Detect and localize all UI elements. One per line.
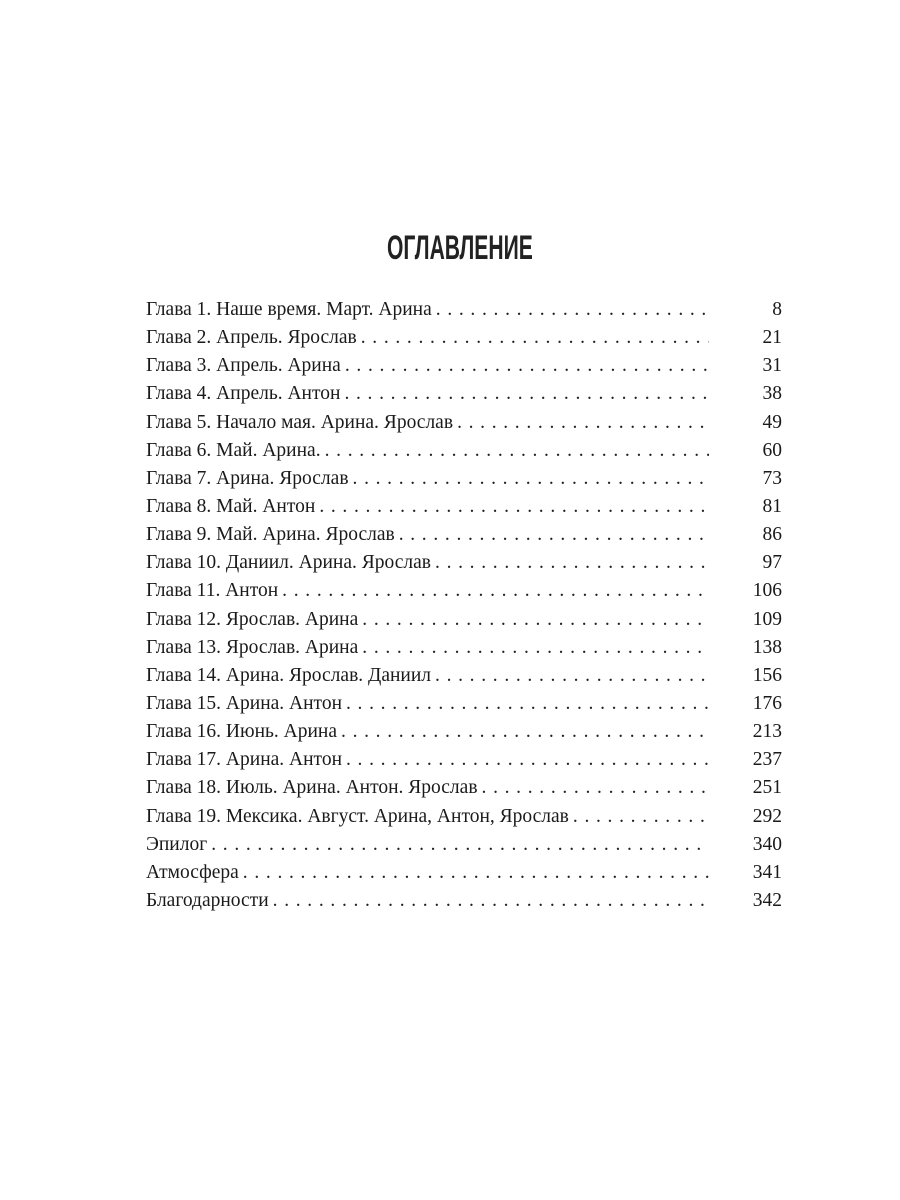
toc-entry-label: Глава 9. Май. Арина. Ярослав bbox=[146, 524, 395, 546]
toc-entry-page: 342 bbox=[752, 889, 782, 911]
toc-entry[interactable] bbox=[146, 521, 782, 549]
dot-leader bbox=[243, 859, 709, 887]
toc-entry[interactable] bbox=[146, 746, 782, 774]
toc-entry[interactable] bbox=[146, 409, 782, 437]
page-title: ОГЛАВЛЕНИЕ bbox=[386, 229, 533, 267]
toc-entry-label: Глава 12. Ярослав. Арина bbox=[146, 608, 359, 630]
dot-leader bbox=[573, 803, 709, 831]
dot-leader bbox=[482, 774, 709, 802]
dot-leader bbox=[211, 831, 709, 859]
dot-leader bbox=[435, 662, 709, 690]
dot-leader bbox=[344, 380, 709, 408]
toc-entry[interactable] bbox=[146, 577, 782, 605]
toc-entry[interactable] bbox=[146, 803, 782, 831]
toc-entry-label: Глава 7. Арина. Ярослав bbox=[146, 467, 349, 489]
toc-entry-label: Глава 13. Ярослав. Арина bbox=[146, 636, 359, 658]
toc-entry-label: Эпилог bbox=[146, 833, 208, 855]
toc-entry-label: Глава 15. Арина. Антон bbox=[146, 692, 342, 714]
dot-leader bbox=[362, 606, 709, 634]
toc-entry[interactable] bbox=[146, 634, 782, 662]
dot-leader bbox=[435, 549, 709, 577]
toc-entry-page: 38 bbox=[762, 383, 782, 405]
toc-entry-label: Глава 17. Арина. Антон bbox=[146, 749, 342, 771]
toc-entry-label: Глава 5. Начало мая. Арина. Ярослав bbox=[146, 411, 454, 433]
toc-entry-page: 49 bbox=[762, 411, 782, 433]
toc-entry[interactable] bbox=[146, 352, 782, 380]
toc-entry-page: 97 bbox=[762, 552, 782, 574]
toc-entry[interactable] bbox=[146, 549, 782, 577]
dot-leader bbox=[353, 465, 709, 493]
toc-entry[interactable] bbox=[146, 296, 782, 324]
toc-entry-page: 21 bbox=[762, 327, 782, 349]
toc-entry-page: 292 bbox=[752, 805, 782, 827]
toc-entry-page: 251 bbox=[752, 777, 782, 799]
toc-entry-label: Благодарности bbox=[146, 889, 269, 911]
toc-entry-page: 31 bbox=[762, 355, 782, 377]
toc-entry[interactable] bbox=[146, 774, 782, 802]
dot-leader bbox=[361, 324, 709, 352]
toc-entry-label: Глава 18. Июль. Арина. Антон. Ярослав bbox=[146, 777, 478, 799]
toc-entry[interactable] bbox=[146, 831, 782, 859]
toc-entry-label: Глава 6. Май. Арина. bbox=[146, 439, 321, 461]
toc-entry-page: 73 bbox=[762, 467, 782, 489]
toc-entry-page: 8 bbox=[772, 299, 782, 320]
dot-leader bbox=[399, 521, 709, 549]
toc-entry-page: 341 bbox=[752, 861, 782, 883]
table-of-contents bbox=[146, 296, 782, 915]
toc-entry-label: Глава 19. Мексика. Август. Арина, Антон, Ярослав bbox=[146, 805, 569, 827]
dot-leader bbox=[345, 352, 709, 380]
toc-entry-label: Глава 1. Наше время. Март. Арина bbox=[146, 299, 432, 320]
toc-entry-page: 156 bbox=[752, 664, 782, 686]
toc-entry-page: 213 bbox=[752, 721, 782, 743]
toc-entry-label: Глава 14. Арина. Ярослав. Даниил bbox=[146, 664, 432, 686]
toc-entry-label: Глава 16. Июнь. Арина bbox=[146, 721, 338, 743]
toc-entry-page: 237 bbox=[752, 749, 782, 771]
toc-entry[interactable] bbox=[146, 662, 782, 690]
toc-entry-page: 138 bbox=[752, 636, 782, 658]
dot-leader bbox=[457, 409, 709, 437]
toc-entry-page: 109 bbox=[752, 608, 782, 630]
dot-leader bbox=[273, 887, 709, 915]
toc-entry-label: Глава 11. Антон bbox=[146, 580, 279, 602]
toc-entry[interactable] bbox=[146, 718, 782, 746]
dot-leader bbox=[346, 690, 709, 718]
toc-entry[interactable] bbox=[146, 465, 782, 493]
toc-entry-label: Глава 2. Апрель. Ярослав bbox=[146, 327, 357, 349]
toc-entry-label: Глава 8. Май. Антон bbox=[146, 495, 316, 517]
toc-entry-label: Глава 10. Даниил. Арина. Ярослав bbox=[146, 552, 432, 574]
dot-leader bbox=[346, 746, 709, 774]
toc-entry-page: 340 bbox=[752, 833, 782, 855]
dot-leader bbox=[325, 437, 709, 465]
toc-entry-label: Глава 3. Апрель. Арина bbox=[146, 355, 341, 377]
toc-entry[interactable] bbox=[146, 690, 782, 718]
toc-entry[interactable] bbox=[146, 437, 782, 465]
toc-entry-page: 81 bbox=[762, 495, 782, 517]
dot-leader bbox=[341, 718, 709, 746]
toc-entry[interactable] bbox=[146, 380, 782, 408]
toc-entry-page: 176 bbox=[752, 692, 782, 714]
toc-entry[interactable] bbox=[146, 324, 782, 352]
toc-entry-page: 86 bbox=[762, 524, 782, 546]
toc-entry-page: 60 bbox=[762, 439, 782, 461]
toc-entry[interactable] bbox=[146, 606, 782, 634]
dot-leader bbox=[362, 634, 709, 662]
toc-entry-label: Глава 4. Апрель. Антон bbox=[146, 383, 341, 405]
dot-leader bbox=[319, 493, 709, 521]
dot-leader bbox=[282, 577, 709, 605]
toc-entry[interactable] bbox=[146, 887, 782, 915]
toc-entry[interactable] bbox=[146, 493, 782, 521]
toc-entry-page: 106 bbox=[752, 580, 782, 602]
toc-entry-label: Атмосфера bbox=[146, 861, 239, 883]
dot-leader bbox=[436, 296, 709, 324]
toc-entry[interactable] bbox=[146, 859, 782, 887]
